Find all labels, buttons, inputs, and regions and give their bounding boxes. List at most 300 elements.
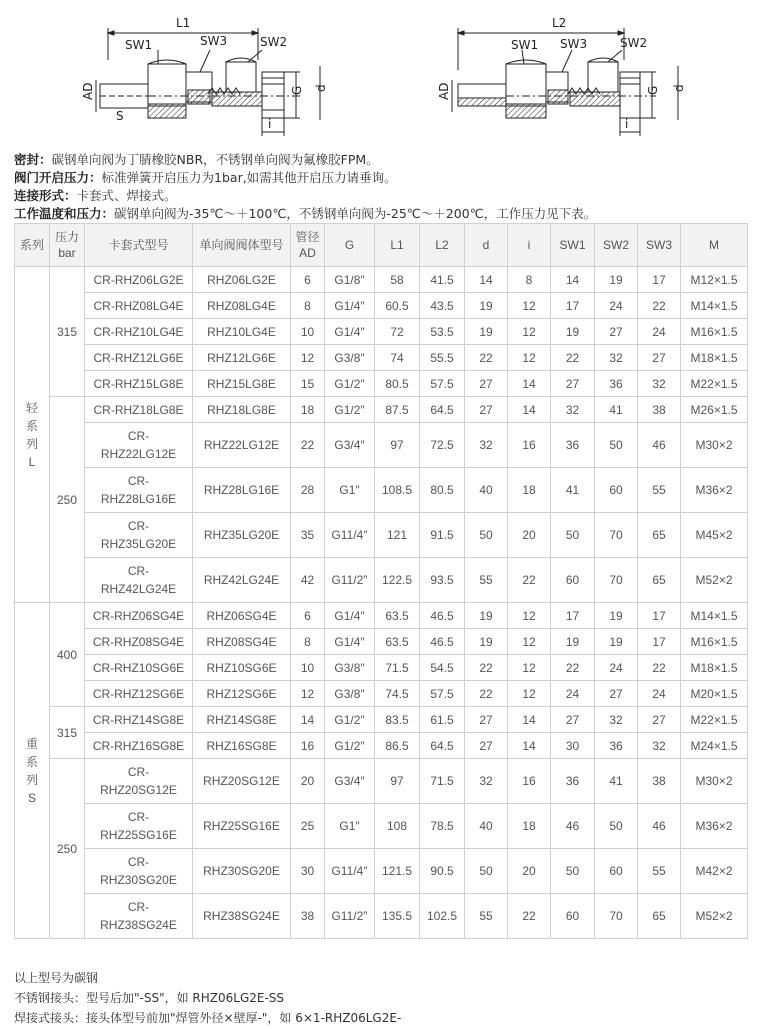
cell-g: G1/4″ xyxy=(325,293,375,319)
cell-tube-ad: 16 xyxy=(291,733,325,759)
cell-valve-body-model: RHZ22LG12E xyxy=(193,423,291,468)
cell-l1: 80.5 xyxy=(375,371,420,397)
cell-d: 32 xyxy=(465,423,508,468)
spec-opening-pressure-text: 标准弹簧开启压力为1bar,如需其他开启压力请垂询。 xyxy=(101,170,397,185)
diagram-right-l-label: L2 xyxy=(552,16,567,30)
cell-sw2: 70 xyxy=(595,894,638,939)
diagram-right-i-label: i xyxy=(625,117,629,131)
cell-i: 14 xyxy=(508,397,551,423)
cell-d: 19 xyxy=(465,319,508,345)
cell-l2: 46.5 xyxy=(420,603,465,629)
cell-cardsleeve-model: CR-RHZ06SG4E xyxy=(85,603,193,629)
cell-l2: 61.5 xyxy=(420,707,465,733)
cell-valve-body-model: RHZ20SG12E xyxy=(193,759,291,804)
cell-sw2: 60 xyxy=(595,849,638,894)
cell-m: M22×1.5 xyxy=(681,707,748,733)
cell-l1: 121 xyxy=(375,513,420,558)
cell-l2: 53.5 xyxy=(420,319,465,345)
cell-valve-body-model: RHZ16SG8E xyxy=(193,733,291,759)
cell-cardsleeve-model: CR-RHZ14SG8E xyxy=(85,707,193,733)
cell-l1: 63.5 xyxy=(375,603,420,629)
diagram-left-s-label: S xyxy=(116,109,124,123)
pressure-cell: 250 xyxy=(50,397,85,603)
table-row xyxy=(15,655,748,681)
cell-d: 55 xyxy=(465,558,508,603)
cell-m: M18×1.5 xyxy=(681,655,748,681)
header-sw1: SW1 xyxy=(551,224,595,267)
cell-sw2: 32 xyxy=(595,707,638,733)
table-row xyxy=(15,849,748,894)
cell-cardsleeve-model: CR- RHZ22LG12E xyxy=(85,423,193,468)
cell-l2: 80.5 xyxy=(420,468,465,513)
pressure-cell: 315 xyxy=(50,707,85,759)
cell-sw1: 17 xyxy=(551,603,595,629)
cell-sw2: 24 xyxy=(595,655,638,681)
cell-sw3: 32 xyxy=(638,733,681,759)
cell-l2: 71.5 xyxy=(420,759,465,804)
cell-sw2: 36 xyxy=(595,371,638,397)
header-cardsleeve-model: 卡套式型号 xyxy=(85,224,193,267)
cell-tube-ad: 38 xyxy=(291,894,325,939)
header-i: i xyxy=(508,224,551,267)
header-l1: L1 xyxy=(375,224,420,267)
cell-sw3: 17 xyxy=(638,267,681,293)
cell-g: G1″ xyxy=(325,804,375,849)
cell-valve-body-model: RHZ12LG6E xyxy=(193,345,291,371)
cell-valve-body-model: RHZ15LG8E xyxy=(193,371,291,397)
cell-cardsleeve-model: CR- RHZ38SG24E xyxy=(85,894,193,939)
table-row xyxy=(15,423,748,468)
header-series: 系列 xyxy=(15,224,50,267)
cell-tube-ad: 8 xyxy=(291,629,325,655)
series-cell: 重系列S xyxy=(15,603,50,939)
cell-g: G1/4″ xyxy=(325,603,375,629)
cell-cardsleeve-model: CR-RHZ10LG4E xyxy=(85,319,193,345)
note-carbon-steel: 以上型号为碳钢 xyxy=(14,971,99,985)
cell-m: M36×2 xyxy=(681,468,748,513)
cell-sw3: 65 xyxy=(638,558,681,603)
cell-tube-ad: 15 xyxy=(291,371,325,397)
cell-sw3: 17 xyxy=(638,603,681,629)
cell-g: G3/8″ xyxy=(325,681,375,707)
cell-l1: 97 xyxy=(375,423,420,468)
cell-l2: 64.5 xyxy=(420,397,465,423)
cell-tube-ad: 12 xyxy=(291,681,325,707)
spec-opening-pressure-label: 阀门开启压力： xyxy=(14,170,102,185)
pressure-cell: 315 xyxy=(50,267,85,397)
cell-sw1: 30 xyxy=(551,733,595,759)
cell-sw1: 19 xyxy=(551,629,595,655)
cell-d: 14 xyxy=(465,267,508,293)
diagram-left-d-label: d xyxy=(314,84,328,92)
cell-sw3: 38 xyxy=(638,397,681,423)
cell-d: 27 xyxy=(465,371,508,397)
cell-sw1: 50 xyxy=(551,513,595,558)
cell-valve-body-model: RHZ06LG2E xyxy=(193,267,291,293)
cell-m: M30×2 xyxy=(681,759,748,804)
cell-m: M16×1.5 xyxy=(681,629,748,655)
cell-m: M52×2 xyxy=(681,894,748,939)
table-row xyxy=(15,629,748,655)
cell-d: 27 xyxy=(465,733,508,759)
spec-connection xyxy=(14,187,177,205)
diagram-left-sw1-label: SW1 xyxy=(125,38,153,52)
pressure-cell: 400 xyxy=(50,603,85,707)
cell-sw3: 32 xyxy=(638,371,681,397)
spec-seal-label: 密封： xyxy=(14,152,52,167)
cell-g: G11/4″ xyxy=(325,849,375,894)
cell-m: M16×1.5 xyxy=(681,319,748,345)
cell-sw1: 22 xyxy=(551,345,595,371)
note-weld-type: 焊接式接头：接头体型号前加"焊管外径×壁厚-"，如 6×1-RHZ06LG2E- xyxy=(14,1011,402,1025)
table-header xyxy=(15,224,748,267)
cell-l1: 108.5 xyxy=(375,468,420,513)
cell-sw3: 46 xyxy=(638,423,681,468)
cell-l1: 74.5 xyxy=(375,681,420,707)
cell-sw2: 19 xyxy=(595,603,638,629)
cell-d: 27 xyxy=(465,397,508,423)
table-row xyxy=(15,603,748,629)
cell-valve-body-model: RHZ06SG4E xyxy=(193,603,291,629)
cell-i: 12 xyxy=(508,319,551,345)
cell-d: 22 xyxy=(465,681,508,707)
header-tube-ad: 管径AD xyxy=(291,224,325,267)
cell-cardsleeve-model: CR- RHZ35LG20E xyxy=(85,513,193,558)
cell-cardsleeve-model: CR-RHZ10SG6E xyxy=(85,655,193,681)
note-stainless-steel: 不锈钢接头：型号后加"-SS"，如 RHZ06LG2E-SS xyxy=(14,991,285,1005)
cell-valve-body-model: RHZ38SG24E xyxy=(193,894,291,939)
cell-i: 20 xyxy=(508,849,551,894)
cell-i: 14 xyxy=(508,707,551,733)
cell-i: 16 xyxy=(508,759,551,804)
cell-l1: 108 xyxy=(375,804,420,849)
table-row xyxy=(15,558,748,603)
cell-sw2: 41 xyxy=(595,759,638,804)
cell-i: 20 xyxy=(508,513,551,558)
cell-g: G1″ xyxy=(325,468,375,513)
cell-sw1: 22 xyxy=(551,655,595,681)
cell-m: M14×1.5 xyxy=(681,293,748,319)
cell-l2: 91.5 xyxy=(420,513,465,558)
cell-l1: 58 xyxy=(375,267,420,293)
table-row xyxy=(15,397,748,423)
spec-seal xyxy=(14,151,379,169)
diagram-right-sw2-label: SW2 xyxy=(620,36,648,50)
header-sw2: SW2 xyxy=(595,224,638,267)
cell-l1: 83.5 xyxy=(375,707,420,733)
cell-d: 50 xyxy=(465,513,508,558)
cell-tube-ad: 10 xyxy=(291,655,325,681)
cell-g: G1/2″ xyxy=(325,707,375,733)
cell-sw2: 24 xyxy=(595,293,638,319)
header-valve-body-model: 单向阀阀体型号 xyxy=(193,224,291,267)
cell-l2: 64.5 xyxy=(420,733,465,759)
cell-g: G1/2″ xyxy=(325,733,375,759)
cell-tube-ad: 12 xyxy=(291,345,325,371)
cell-l2: 57.5 xyxy=(420,371,465,397)
cell-sw1: 27 xyxy=(551,371,595,397)
cell-g: G3/4″ xyxy=(325,759,375,804)
cell-valve-body-model: RHZ18LG8E xyxy=(193,397,291,423)
spec-temperature-text: 碳钢单向阀为-35℃～＋100℃，不锈钢单向阀为-25℃～＋200℃，工作压力见下表。 xyxy=(114,206,597,221)
cell-m: M45×2 xyxy=(681,513,748,558)
cell-l1: 60.5 xyxy=(375,293,420,319)
cell-d: 32 xyxy=(465,759,508,804)
cell-i: 12 xyxy=(508,681,551,707)
cell-cardsleeve-model: CR-RHZ18LG8E xyxy=(85,397,193,423)
header-l2: L2 xyxy=(420,224,465,267)
cell-g: G11/2″ xyxy=(325,894,375,939)
cell-sw2: 36 xyxy=(595,733,638,759)
cell-m: M30×2 xyxy=(681,423,748,468)
cell-valve-body-model: RHZ35LG20E xyxy=(193,513,291,558)
cell-m: M20×1.5 xyxy=(681,681,748,707)
cell-i: 12 xyxy=(508,293,551,319)
table-row xyxy=(15,681,748,707)
cell-sw3: 46 xyxy=(638,804,681,849)
fitting-diagrams xyxy=(0,0,759,148)
cell-sw3: 27 xyxy=(638,345,681,371)
cell-m: M42×2 xyxy=(681,849,748,894)
cell-sw1: 60 xyxy=(551,894,595,939)
cell-l2: 57.5 xyxy=(420,681,465,707)
cell-d: 22 xyxy=(465,345,508,371)
cell-cardsleeve-model: CR- RHZ42LG24E xyxy=(85,558,193,603)
cell-l2: 90.5 xyxy=(420,849,465,894)
cell-l1: 71.5 xyxy=(375,655,420,681)
header-pressure: 压力bar xyxy=(50,224,85,267)
cell-sw1: 14 xyxy=(551,267,595,293)
table-row xyxy=(15,345,748,371)
cell-valve-body-model: RHZ30SG20E xyxy=(193,849,291,894)
cell-g: G1/2″ xyxy=(325,397,375,423)
cell-sw1: 46 xyxy=(551,804,595,849)
cell-d: 40 xyxy=(465,468,508,513)
cell-cardsleeve-model: CR-RHZ08LG4E xyxy=(85,293,193,319)
header-sw3: SW3 xyxy=(638,224,681,267)
cell-i: 18 xyxy=(508,468,551,513)
cell-i: 12 xyxy=(508,655,551,681)
cell-d: 19 xyxy=(465,293,508,319)
cell-sw3: 55 xyxy=(638,468,681,513)
cell-sw1: 17 xyxy=(551,293,595,319)
series-cell: 轻系列L xyxy=(15,267,50,603)
cell-tube-ad: 42 xyxy=(291,558,325,603)
cell-tube-ad: 6 xyxy=(291,267,325,293)
cell-cardsleeve-model: CR-RHZ12SG6E xyxy=(85,681,193,707)
cell-sw1: 41 xyxy=(551,468,595,513)
header-g: G xyxy=(325,224,375,267)
cell-d: 50 xyxy=(465,849,508,894)
diagram-right-g-label: G xyxy=(646,85,660,95)
cell-l2: 93.5 xyxy=(420,558,465,603)
cell-valve-body-model: RHZ14SG8E xyxy=(193,707,291,733)
cell-cardsleeve-model: CR-RHZ12LG6E xyxy=(85,345,193,371)
diagram-left-sw2-label: SW2 xyxy=(260,35,288,49)
table-row xyxy=(15,894,748,939)
spec-table xyxy=(14,223,748,939)
cell-g: G1/2″ xyxy=(325,371,375,397)
cell-sw2: 70 xyxy=(595,513,638,558)
cell-valve-body-model: RHZ08SG4E xyxy=(193,629,291,655)
diagram-left-ad-label: AD xyxy=(81,82,95,100)
cell-l2: 72.5 xyxy=(420,423,465,468)
cell-sw2: 70 xyxy=(595,558,638,603)
cell-valve-body-model: RHZ12SG6E xyxy=(193,681,291,707)
cell-i: 14 xyxy=(508,371,551,397)
cell-l2: 102.5 xyxy=(420,894,465,939)
header-d: d xyxy=(465,224,508,267)
cell-m: M14×1.5 xyxy=(681,603,748,629)
cell-cardsleeve-model: CR- RHZ30SG20E xyxy=(85,849,193,894)
cell-cardsleeve-model: CR-RHZ15LG8E xyxy=(85,371,193,397)
cell-l2: 41.5 xyxy=(420,267,465,293)
diagram-right-d-label: d xyxy=(672,84,686,92)
cell-tube-ad: 28 xyxy=(291,468,325,513)
cell-l1: 63.5 xyxy=(375,629,420,655)
cell-l2: 55.5 xyxy=(420,345,465,371)
cell-sw3: 22 xyxy=(638,293,681,319)
cell-sw3: 24 xyxy=(638,681,681,707)
table-row xyxy=(15,293,748,319)
spec-temperature xyxy=(14,205,596,223)
cell-g: G3/8″ xyxy=(325,655,375,681)
cell-tube-ad: 10 xyxy=(291,319,325,345)
cell-sw3: 55 xyxy=(638,849,681,894)
cell-m: M12×1.5 xyxy=(681,267,748,293)
cell-l1: 87.5 xyxy=(375,397,420,423)
table-row xyxy=(15,733,748,759)
cell-d: 55 xyxy=(465,894,508,939)
diagram-left-sw3-label: SW3 xyxy=(200,34,228,48)
diagram-right-sw3-label: SW3 xyxy=(560,37,588,51)
cell-i: 22 xyxy=(508,894,551,939)
cell-l1: 121.5 xyxy=(375,849,420,894)
table-body xyxy=(15,267,748,939)
cell-sw1: 24 xyxy=(551,681,595,707)
cell-i: 12 xyxy=(508,603,551,629)
cell-l1: 72 xyxy=(375,319,420,345)
cell-l1: 74 xyxy=(375,345,420,371)
cell-g: G1/8″ xyxy=(325,267,375,293)
cell-sw1: 60 xyxy=(551,558,595,603)
cell-d: 40 xyxy=(465,804,508,849)
cell-d: 22 xyxy=(465,655,508,681)
cell-valve-body-model: RHZ42LG24E xyxy=(193,558,291,603)
cell-cardsleeve-model: CR-RHZ06LG2E xyxy=(85,267,193,293)
table-row xyxy=(15,267,748,293)
cell-sw1: 19 xyxy=(551,319,595,345)
cell-tube-ad: 20 xyxy=(291,759,325,804)
cell-l1: 122.5 xyxy=(375,558,420,603)
cell-i: 12 xyxy=(508,345,551,371)
table-row xyxy=(15,759,748,804)
cell-l2: 54.5 xyxy=(420,655,465,681)
cell-g: G11/2″ xyxy=(325,558,375,603)
cell-g: G1/4″ xyxy=(325,629,375,655)
cell-m: M22×1.5 xyxy=(681,371,748,397)
cell-tube-ad: 14 xyxy=(291,707,325,733)
cell-sw2: 50 xyxy=(595,423,638,468)
cell-i: 8 xyxy=(508,267,551,293)
cell-l1: 97 xyxy=(375,759,420,804)
cell-d: 19 xyxy=(465,629,508,655)
cell-l2: 43.5 xyxy=(420,293,465,319)
cell-sw3: 27 xyxy=(638,707,681,733)
cell-sw2: 60 xyxy=(595,468,638,513)
cell-tube-ad: 30 xyxy=(291,849,325,894)
cell-g: G11/4″ xyxy=(325,513,375,558)
cell-sw1: 32 xyxy=(551,397,595,423)
cell-tube-ad: 22 xyxy=(291,423,325,468)
cell-m: M24×1.5 xyxy=(681,733,748,759)
cell-l2: 46.5 xyxy=(420,629,465,655)
cell-i: 22 xyxy=(508,558,551,603)
cell-i: 18 xyxy=(508,804,551,849)
cell-m: M36×2 xyxy=(681,804,748,849)
cell-sw3: 65 xyxy=(638,513,681,558)
cell-tube-ad: 25 xyxy=(291,804,325,849)
cell-i: 14 xyxy=(508,733,551,759)
cell-sw2: 50 xyxy=(595,804,638,849)
cell-i: 12 xyxy=(508,629,551,655)
cell-tube-ad: 18 xyxy=(291,397,325,423)
cell-g: G3/8″ xyxy=(325,345,375,371)
cell-valve-body-model: RHZ10LG4E xyxy=(193,319,291,345)
cell-m: M26×1.5 xyxy=(681,397,748,423)
table-row xyxy=(15,513,748,558)
cell-tube-ad: 6 xyxy=(291,603,325,629)
cell-d: 27 xyxy=(465,707,508,733)
spec-seal-text: 碳钢单向阀为丁腈橡胶NBR，不锈钢单向阀为氟橡胶FPM。 xyxy=(51,152,379,167)
diagram-left-g-label: G xyxy=(290,85,304,95)
cell-valve-body-model: RHZ10SG6E xyxy=(193,655,291,681)
cell-valve-body-model: RHZ25SG16E xyxy=(193,804,291,849)
diagram-left-l-label: L1 xyxy=(176,16,191,30)
cell-sw3: 38 xyxy=(638,759,681,804)
cell-cardsleeve-model: CR- RHZ28LG16E xyxy=(85,468,193,513)
cell-tube-ad: 8 xyxy=(291,293,325,319)
cell-m: M18×1.5 xyxy=(681,345,748,371)
cell-sw2: 27 xyxy=(595,681,638,707)
cell-sw1: 36 xyxy=(551,423,595,468)
cell-l1: 135.5 xyxy=(375,894,420,939)
spec-opening-pressure xyxy=(14,169,397,187)
cell-sw3: 22 xyxy=(638,655,681,681)
cell-sw2: 19 xyxy=(595,629,638,655)
cell-cardsleeve-model: CR- RHZ25SG16E xyxy=(85,804,193,849)
cell-m: M52×2 xyxy=(681,558,748,603)
cell-sw3: 17 xyxy=(638,629,681,655)
cell-tube-ad: 35 xyxy=(291,513,325,558)
cell-d: 19 xyxy=(465,603,508,629)
pressure-cell: 250 xyxy=(50,759,85,939)
header-m: M xyxy=(681,224,748,267)
spec-temperature-label: 工作温度和压力： xyxy=(14,206,115,221)
table-row xyxy=(15,468,748,513)
cell-g: G1/4″ xyxy=(325,319,375,345)
spec-connection-label: 连接形式： xyxy=(14,188,77,203)
cell-sw1: 50 xyxy=(551,849,595,894)
table-row xyxy=(15,707,748,733)
spec-connection-text: 卡套式、焊接式。 xyxy=(76,188,177,203)
cell-sw2: 27 xyxy=(595,319,638,345)
table-row xyxy=(15,804,748,849)
diagram-right-ad-label: AD xyxy=(437,82,451,100)
table-row xyxy=(15,319,748,345)
cell-valve-body-model: RHZ08LG4E xyxy=(193,293,291,319)
cell-sw3: 24 xyxy=(638,319,681,345)
